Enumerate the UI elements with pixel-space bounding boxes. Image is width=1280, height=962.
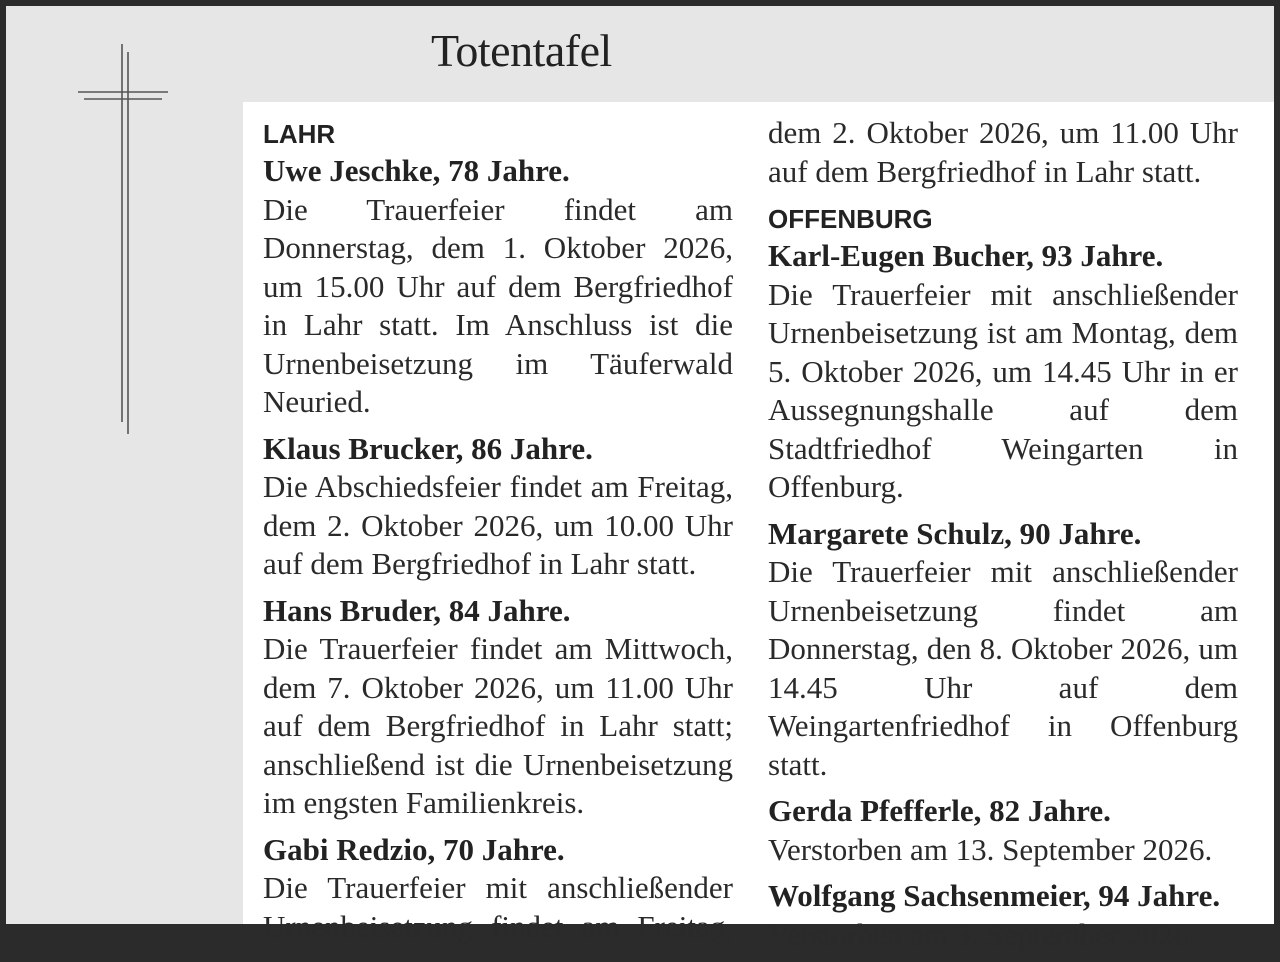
obituary-panel <box>243 102 1274 952</box>
deceased-name: Karl-Eugen Bucher, 93 Jahre. <box>768 238 1164 273</box>
deceased-name: Gerda Pfefferle, 82 Jahre. <box>768 793 1111 828</box>
deceased-name: Margarete Schulz, 90 Jahre. <box>768 515 1142 551</box>
right-column <box>768 114 1238 962</box>
obituary-entry <box>263 430 733 584</box>
obituary-entry <box>263 831 733 947</box>
deceased-name: Klaus Brucker, 86 Jahre. <box>263 430 593 466</box>
obituary-entry <box>768 792 1238 869</box>
entry-text: Die Trauerfeier mit anschließender Urnenbeisetzung findet am Donnerstag, den 8. Oktober 2026, um 14.45 Uhr auf dem Weingartenfriedhof in Offenburg statt. <box>768 554 1238 782</box>
entry-text: Die Trauerfeier mit anschließender Urnenbeisetzung ist am Montag, dem 5. Oktober 2026, um 14.45 Uhr in er Aussegnungshalle auf dem Stadtfriedhof Weingarten in Offenburg. <box>768 276 1238 504</box>
obituary-entry <box>263 152 733 422</box>
deceased-name: Wolfgang Sachsenmeier, 94 Jahre. <box>768 878 1221 913</box>
town-heading-lahr: LAHR <box>263 119 336 149</box>
deceased-name: Gabi Redzio, 70 Jahre. <box>263 831 565 867</box>
entry-text: Die Trauerfeier findet am Mittwoch, dem 7. Oktober 2026, um 11.00 Uhr auf dem Bergfriedhof in Lahr statt; anschließend ist die Urnenbeisetzung im engsten Familienkreis. <box>263 631 733 820</box>
deceased-name: Uwe Jeschke, 78 Jahre. <box>263 153 570 188</box>
town-heading-offenburg: OFFENBURG <box>768 204 933 234</box>
left-column <box>263 114 733 954</box>
entry-text: Verstorben am 3. September 2026. <box>768 916 1197 952</box>
entry-text: Verstorben am 13. September 2026. <box>768 831 1213 867</box>
continued-text: dem 2. Oktober 2026, um 11.00 Uhr auf dem Bergfriedhof in Lahr statt. <box>768 115 1238 189</box>
obituary-entry <box>768 515 1238 785</box>
deceased-name: Hans Bruder, 84 Jahre. <box>263 592 571 628</box>
entry-text: Die Trauerfeier mit anschließender Urnenbeisetzung findet am Freitag, <box>263 870 733 944</box>
entry-text: Die Abschiedsfeier findet am Freitag, dem 2. Oktober 2026, um 10.00 Uhr auf dem Bergfriedhof in Lahr statt. <box>263 469 733 581</box>
page-title: Totentafel <box>431 25 612 76</box>
obituary-entry <box>768 877 1238 954</box>
obituary-board <box>6 6 1274 952</box>
obituary-entry <box>768 237 1238 507</box>
cross-icon <box>78 44 174 434</box>
obituary-entry <box>263 592 733 823</box>
entry-text: Die Trauerfeier findet am Donnerstag, dem 1. Oktober 2026, um 15.00 Uhr auf dem Bergfriedhof in Lahr statt. Im Anschluss ist die Urnenbeisetzung im Täuferwald Neuried. <box>263 191 733 419</box>
